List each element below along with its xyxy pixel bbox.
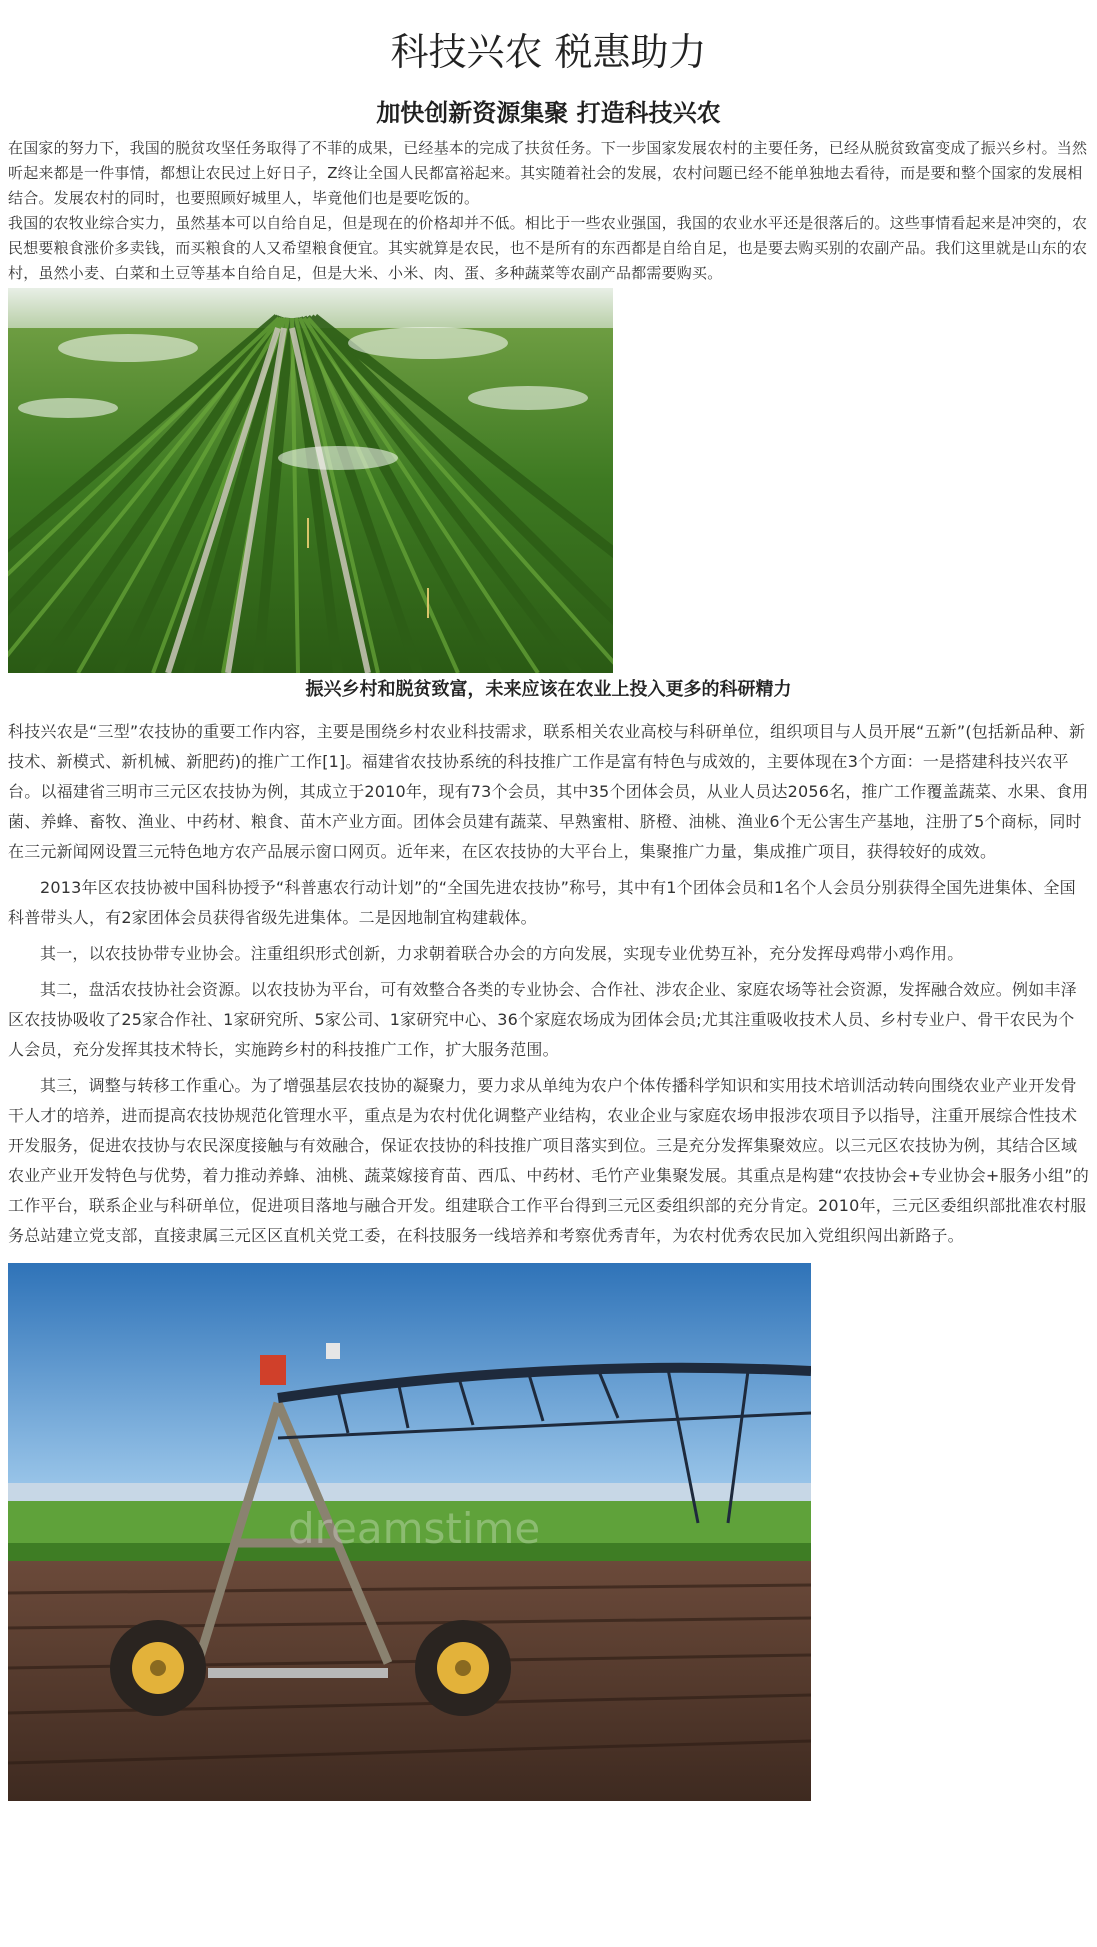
intro-paragraph-1: 在国家的努力下，我国的脱贫攻坚任务取得了不菲的成果，已经基本的完成了扶贫任务。下一步国家发展农村的主要任务，已经从脱贫致富变成了振兴乡村。当然听起来都是一件事情，都想让农民过上好日子，Z终让全国人民都富裕起来。其实随着社会的发展，农村问题已经不能单独地去看待，而是要和整个国家的发展相结合。发展农村的同时，也要照顾好城里人，毕竟他们也是要吃饭的。	[8, 139, 1088, 207]
body-paragraph-5: 其三，调整与转移工作重心。为了增强基层农技协的凝聚力，要力求从单纯为农户个体传播科学知识和实用技术培训活动转向围绕农业产业开发骨干人才的培养，进而提高农技协规范化管理水平，重点是为农村优化调整产业结构，农业企业与家庭农场申报涉农项目予以指导，注重开展综合性技术开发服务，促进农技协与农民深度接触与有效融合，保证农技协的科技推广项目落实到位。三是充分发挥集聚效应。以三元区农技协为例，其结合区域农业产业开发特色与优势，着力推动养蜂、油桃、蔬菜嫁接育苗、西瓜、中药材、毛竹产业集聚发展。其重点是构建“农技协会+专业协会+服务小组”的工作平台，联系企业与科研单位，促进项目落地与融合开发。组建联合工作平台得到三元区委组织部的充分肯定。2010年，三元区委组织部批准农村服务总站建立党支部，直接隶属三元区区直机关党工委，在科技服务一线培养和考察优秀青年，为农村优秀农民加入党组织闯出新路子。	[8, 1076, 1089, 1245]
page-title: 科技兴农 税惠助力	[390, 30, 707, 74]
intro-paragraph-2: 我国的农牧业综合实力，虽然基本可以自给自足，但是现在的价格却并不低。相比于一些农业强国，我国的农业水平还是很落后的。这些事情看起来是冲突的，农民想要粮食涨价多卖钱，而买粮食的人又希望粮食便宜。其实就算是农民，也不是所有的东西都是自给自足，也是要去购买别的农副产品。我们这里就是山东的农村，虽然小麦、白菜和土豆等基本自给自足，但是大米、小米、肉、蛋、多种蔬菜等农副产品都需要购买。	[8, 214, 1088, 282]
pivot-irrigation-image	[8, 1263, 811, 1801]
body-paragraph-1: 科技兴农是“三型”农技协的重要工作内容，主要是围绕乡村农业科技需求，联系相关农业高校与科研单位，组织项目与人员开展“五新”(包括新品种、新技术、新模式、新机械、新肥药)的推广工作[1]。福建省农技协系统的科技推广工作是富有特色与成效的，主要体现在3个方面：一是搭建科技兴农平台。以福建省三明市三元区农技协为例，其成立于2010年，现有73个会员，其中35个团体会员，从业人员达2056名，推广工作覆盖蔬菜、水果、食用菌、养蜂、畜牧、渔业、中药材、粮食、苗木产业方面。团体会员建有蔬菜、早熟蜜柑、脐橙、油桃、渔业6个无公害生产基地，注册了5个商标，同时在三元新闻网设置三元特色地方农产品展示窗口网页。近年来，在区农技协的大平台上，集聚推广力量，集成推广项目，获得较好的成效。	[8, 722, 1089, 861]
intro-section	[8, 136, 1089, 286]
image1-caption: 振兴乡村和脱贫致富，未来应该在农业上投入更多的科研精力	[305, 679, 792, 700]
irrigated-field-image	[8, 288, 613, 673]
body-paragraph-4: 其二，盘活农技协社会资源。以农技协为平台，可有效整合各类的专业协会、合作社、涉农企业、家庭农场等社会资源，发挥融合效应。例如丰泽区农技协吸收了25家合作社、1家研究所、5家公司、1家研究中心、36个家庭农场成为团体会员;尤其注重吸收技术人员、乡村专业户、骨干农民为个人会员，充分发挥其技术特长，实施跨乡村的科技推广工作，扩大服务范围。	[8, 980, 1077, 1059]
article-subtitle: 加快创新资源集聚 打造科技兴农	[376, 99, 721, 127]
body-paragraph-2: 2013年区农技协被中国科协授予“科普惠农行动计划”的“全国先进农技协”称号，其中有1个团体会员和1名个人会员分别获得全国先进集体、全国科普带头人，有2家团体会员获得省级先进集体。二是因地制宜构建载体。	[8, 878, 1076, 927]
body-paragraph-3: 其一，以农技协带专业协会。注重组织形式创新，力求朝着联合办会的方向发展，实现专业优势互补，充分发挥母鸡带小鸡作用。	[40, 944, 964, 963]
watermark: dreamstime	[288, 1504, 541, 1553]
body-section	[8, 717, 1089, 1251]
